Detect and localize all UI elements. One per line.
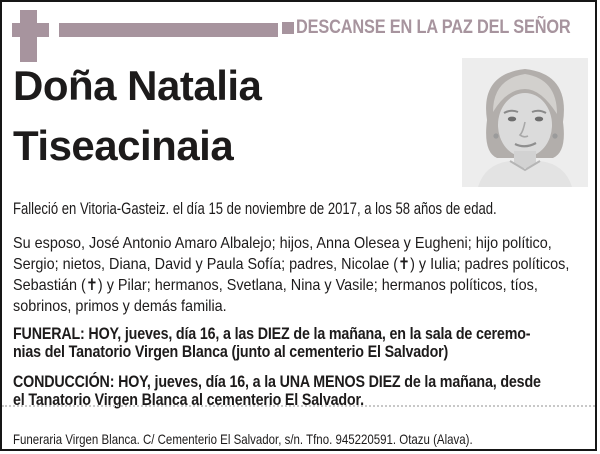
family-line: Sebastián (✝) y Pilar; hermanos, Svetlana, Nina y Vasile; hermanos políticos, tíos, [13,277,538,294]
conduccion-line: CONDUCCIÓN: HOY, jueves, día 16, a la UNA MENOS DIEZ de la mañana, desde [13,372,541,391]
funeral-line: FUNERAL: HOY, jueves, día 16, a las DIEZ de la mañana, en la sala de ceremo- [13,324,531,343]
funeral-home-line: Funeraria Virgen Blanca. C/ Cementerio El Salvador, s/n. Tfno. 945220591. Otazu (Alava). [13,431,473,447]
header-rule [59,23,278,37]
funeral-line: nias del Tanatorio Virgen Blanca (junto al cementerio El Salvador) [13,342,449,361]
funeral-paragraph [13,325,530,361]
latin-cross-icon [12,10,49,62]
deceased-name-line2: Tiseacinaia [13,122,234,169]
deceased-name-line1: Doña Natalia [13,62,262,109]
header-title: DESCANSE EN LA PAZ DEL SEÑOR [296,17,571,38]
dotted-divider [2,405,595,407]
family-paragraph [13,233,569,317]
deceased-name [13,56,261,176]
death-line: Falleció en Vitoria-Gasteiz. el día 15 de noviembre de 2017, a los 58 años de edad. [13,199,497,218]
conduccion-line: el Tanatorio Virgen Blanca al cementerio El Salvador. [13,390,364,409]
family-line: Su esposo, José Antonio Amaro Albalejo; hijos, Anna Olesea y Eugheni; hijo político, [13,235,552,252]
conduccion-paragraph [13,373,541,409]
header-bullet-square [282,22,294,34]
portrait-photo [462,58,588,187]
family-line: sobrinos, primos y demás familia. [13,298,227,315]
family-line: Sergio; nietos, Diana, David y Paula Sofía; padres, Nicolae (✝) y Iulia; padres políticos, [13,256,570,273]
